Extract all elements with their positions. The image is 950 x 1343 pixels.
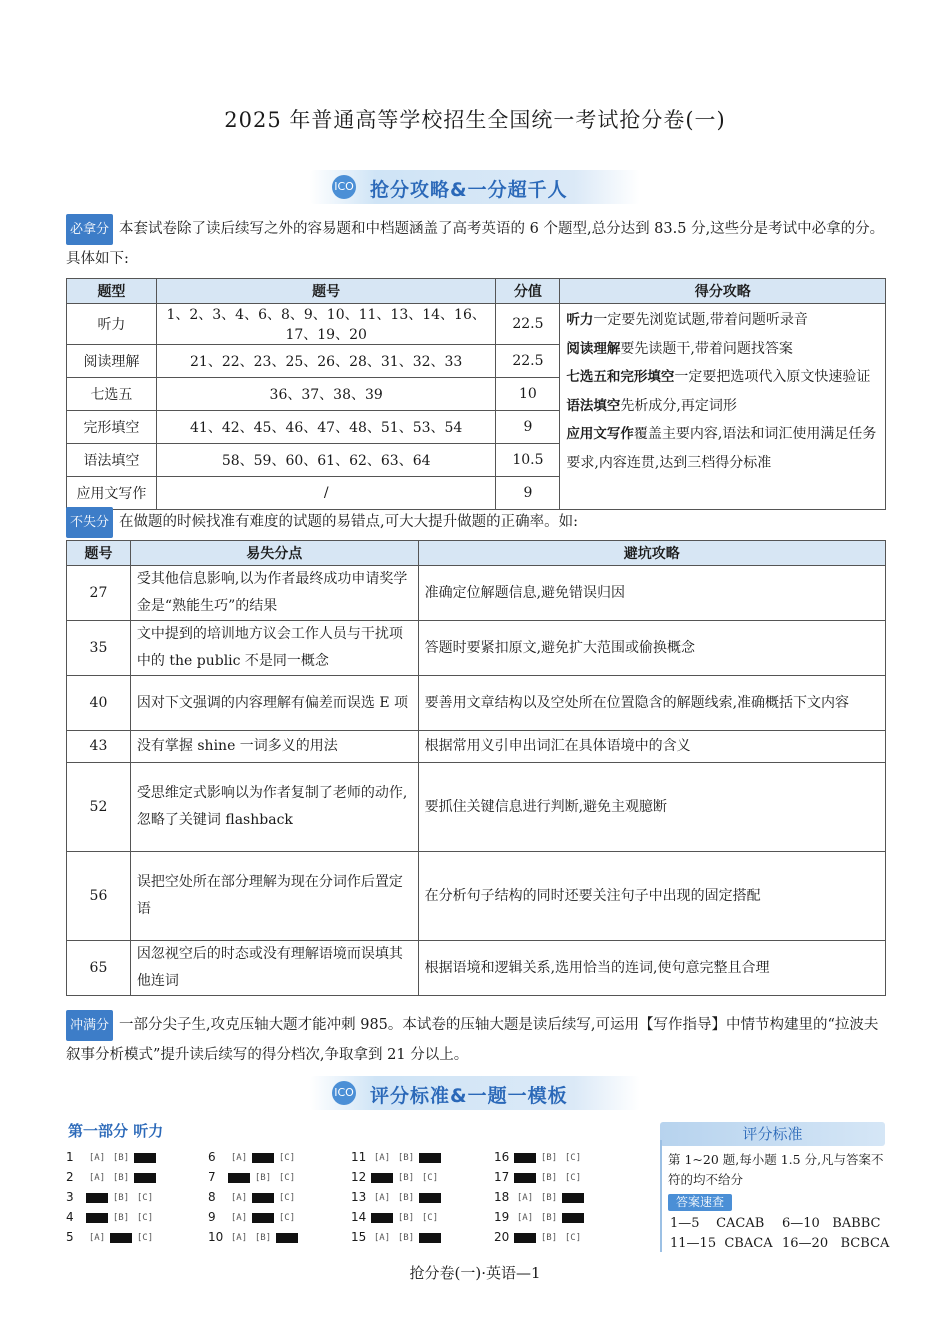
table-row: 65 因忽视空后的时态或没有理解语境而误填其他连词 根据语境和逻辑关系,选用恰当的连词,使句意完整且合理 <box>67 941 886 996</box>
answer-option: [B] <box>112 1213 130 1223</box>
answer-option: [C] <box>278 1173 296 1183</box>
answer-option: [B] <box>397 1173 415 1183</box>
answer-option <box>419 1233 441 1243</box>
answer-option <box>252 1193 274 1203</box>
answer-option: [A] <box>88 1233 106 1243</box>
answer-number: 20 <box>494 1230 510 1244</box>
answer-item <box>208 1190 300 1204</box>
answer-option: [A] <box>230 1153 248 1163</box>
bina-text: 本套试卷除了读后续写之外的容易题和中档题涵盖了高考英语的 6 个题型,总分达到 83.5 分,这些分是考试中必拿的分。具体如下: <box>66 221 885 267</box>
answer-number: 1 <box>66 1150 74 1164</box>
bina-tag: 必拿分 <box>66 214 113 245</box>
answer-number: 9 <box>208 1210 216 1224</box>
answer-number: 7 <box>208 1170 216 1184</box>
table-row: 52 受思维定式影响以为作者复制了老师的动作,忽略了关键词 flashback 要抓住关键信息进行判断,避免主观臆断 <box>67 763 886 852</box>
answer-item <box>208 1210 300 1224</box>
banner-icon: ICO <box>332 1081 356 1105</box>
answer-option: [A] <box>230 1193 248 1203</box>
table-row: 56 误把空处所在部分理解为现在分词作后置定语 在分析句子结构的同时还要关注句子中出现的固定搭配 <box>67 852 886 941</box>
table-header: 题号 <box>67 541 131 566</box>
answer-option <box>252 1213 274 1223</box>
answer-number: 13 <box>351 1190 367 1204</box>
answer-option: [B] <box>540 1193 558 1203</box>
nums-cell: 1、2、3、4、6、8、9、10、11、13、14、16、17、19、20 <box>156 304 496 345</box>
answer-option <box>134 1153 156 1163</box>
table-header: 题号 <box>156 279 496 304</box>
bushi-text: 在做题的时候找准有难度的试题的易错点,可大大提升做题的正确率。如: <box>119 514 579 530</box>
answer-option: [B] <box>540 1233 558 1243</box>
table-row: 完形填空 41、42、45、46、47、48、51、53、54 9 <box>67 411 886 444</box>
answer-option <box>371 1173 393 1183</box>
answer-option <box>276 1233 298 1243</box>
answer-option <box>371 1213 393 1223</box>
page-title: 2025 年普通高等学校招生全国统一考试抢分卷(一) <box>224 108 726 132</box>
score-standard-box <box>650 1122 890 1257</box>
answer-item <box>66 1210 158 1224</box>
answer-number: 14 <box>351 1210 367 1224</box>
banner-icon: ICO <box>332 175 356 199</box>
answer-option: [B] <box>397 1153 415 1163</box>
tips-cell: 听力一定要先浏览试题,带着问题听录音 阅读理解要先读题干,带着问题找答案 七选五和完形填空一定要把选项代入原文快速验证 语法填空先析成分,再定词形 应用文写作覆盖主要内容,语法和词汇使用满足任务要求,内容连贯,达到三档得分标准 <box>560 304 886 510</box>
answer-option: [B] <box>397 1233 415 1243</box>
table-row <box>67 304 886 345</box>
answer-option: [A] <box>516 1213 534 1223</box>
page-footer: 抢分卷(一)·英语—1 <box>409 1264 541 1282</box>
answer-option: [B] <box>254 1173 272 1183</box>
answer-item <box>351 1170 443 1184</box>
answer-item <box>351 1210 443 1224</box>
answer-option: [A] <box>373 1193 391 1203</box>
chongman-tag: 冲满分 <box>66 1010 113 1041</box>
answer-option: [B] <box>540 1213 558 1223</box>
answer-option: [C] <box>278 1193 296 1203</box>
answer-option <box>228 1173 250 1183</box>
score-table <box>66 278 886 510</box>
answer-option: [B] <box>540 1173 558 1183</box>
answer-option: [C] <box>136 1213 154 1223</box>
table-row: 40 因对下文强调的内容理解有偏差而误选 E 项 要善用文章结构以及空处所在位置隐含的解题线索,准确概括下文内容 <box>67 676 886 731</box>
table-header: 题型 <box>67 279 157 304</box>
bushi-tag: 不失分 <box>66 507 113 538</box>
answer-option: [A] <box>230 1233 248 1243</box>
answer-option: [B] <box>112 1173 130 1183</box>
speed-item: 6—10 BABBC <box>782 1216 881 1231</box>
answer-number: 19 <box>494 1210 510 1224</box>
answer-option: [B] <box>112 1153 130 1163</box>
answer-option: [A] <box>230 1213 248 1223</box>
table-header: 分值 <box>496 279 560 304</box>
speed-item: 1—5 CACAB <box>670 1216 765 1231</box>
answer-option: [B] <box>112 1193 130 1203</box>
answer-number: 18 <box>494 1190 510 1204</box>
answer-item <box>351 1150 443 1164</box>
answer-item <box>494 1150 586 1164</box>
banner-strategy-text: 抢分攻略&一分超千人 <box>370 179 568 201</box>
answer-option: [C] <box>564 1173 582 1183</box>
score-cell: 22.5 <box>496 304 560 345</box>
answer-option: [C] <box>278 1153 296 1163</box>
type-cell: 听力 <box>67 304 157 345</box>
answer-number: 2 <box>66 1170 74 1184</box>
answer-item <box>66 1150 158 1164</box>
answer-option: [C] <box>136 1193 154 1203</box>
answer-number: 17 <box>494 1170 510 1184</box>
answer-item <box>494 1190 586 1204</box>
score-head: 评分标准 <box>660 1122 885 1146</box>
answer-option <box>562 1193 584 1203</box>
table-row: 43 没有掌握 shine 一词多义的用法 根据常用义引申出词汇在具体语境中的含义 <box>67 731 886 763</box>
answer-option: [B] <box>397 1213 415 1223</box>
part1-heading: 第一部分 听力 <box>68 1122 164 1140</box>
answer-option <box>86 1193 108 1203</box>
speed-item: 16—20 BCBCA <box>782 1236 890 1251</box>
answer-item <box>494 1170 586 1184</box>
banner-scoring-text: 评分标准&一题一模板 <box>370 1085 568 1107</box>
answer-option: [A] <box>373 1233 391 1243</box>
answer-item <box>351 1190 443 1204</box>
answer-option: [C] <box>421 1173 439 1183</box>
table-header: 避坑攻略 <box>418 541 885 566</box>
answer-number: 12 <box>351 1170 367 1184</box>
answer-option: [B] <box>397 1193 415 1203</box>
answer-item <box>208 1170 300 1184</box>
speed-item: 11—15 CBACA <box>670 1236 773 1251</box>
table-header: 得分攻略 <box>560 279 886 304</box>
answer-option: [A] <box>516 1193 534 1203</box>
answer-item <box>351 1230 443 1244</box>
answer-option <box>134 1173 156 1183</box>
answer-number: 11 <box>351 1150 367 1164</box>
answer-option: [A] <box>88 1153 106 1163</box>
chongman-text: 一部分尖子生,攻克压轴大题才能冲刺 985。本试卷的压轴大题是读后续写,可运用【写作指导】中情节构建里的“拉波夫叙事分析模式”提升读后续写的得分档次,争取拿到 21 分以上。 <box>66 1017 879 1063</box>
answer-number: 5 <box>66 1230 74 1244</box>
answer-number: 3 <box>66 1190 74 1204</box>
divider <box>660 1140 662 1252</box>
answer-option <box>110 1233 132 1243</box>
table-header: 易失分点 <box>130 541 418 566</box>
banner-scoring <box>310 1076 640 1110</box>
answer-item <box>66 1230 158 1244</box>
speed-tag: 答案速查 <box>668 1194 732 1211</box>
table-row: 27 受其他信息影响,以为作者最终成功申请奖学金是“熟能生巧”的结果 准确定位解题信息,避免错误归因 <box>67 566 886 621</box>
table-row: 阅读理解 21、22、23、25、26、28、31、32、33 22.5 <box>67 345 886 378</box>
table-row: 35 文中提到的培训地方议会工作人员与干扰项中的 the public 不是同一概念 答题时要紧扣原文,避免扩大范围或偷换概念 <box>67 621 886 676</box>
answer-item <box>66 1170 158 1184</box>
bina-paragraph <box>66 214 888 274</box>
table-row: 语法填空 58、59、60、61、62、63、64 10.5 <box>67 444 886 477</box>
answer-number: 6 <box>208 1150 216 1164</box>
answer-option <box>562 1213 584 1223</box>
answer-sheet <box>66 1150 626 1255</box>
score-text: 第 1~20 题,每小题 1.5 分,凡与答案不符的均不给分 <box>668 1152 884 1187</box>
answer-option: [B] <box>254 1233 272 1243</box>
answer-option <box>86 1213 108 1223</box>
answer-option <box>419 1153 441 1163</box>
answer-option: [A] <box>88 1173 106 1183</box>
answer-item <box>494 1210 586 1224</box>
answer-option: [C] <box>564 1153 582 1163</box>
answer-option: [B] <box>540 1153 558 1163</box>
table-row: 应用文写作 / 9 <box>67 477 886 510</box>
answer-number: 15 <box>351 1230 367 1244</box>
answer-option <box>514 1233 536 1243</box>
answer-item <box>66 1190 158 1204</box>
answer-option: [C] <box>564 1233 582 1243</box>
answer-number: 8 <box>208 1190 216 1204</box>
answer-option: [C] <box>421 1213 439 1223</box>
answer-option: [C] <box>278 1213 296 1223</box>
answer-option <box>252 1153 274 1163</box>
answer-number: 16 <box>494 1150 510 1164</box>
answer-item <box>208 1230 300 1244</box>
answer-number: 4 <box>66 1210 74 1224</box>
pitfall-table <box>66 540 886 996</box>
answer-option: [C] <box>136 1233 154 1243</box>
answer-number: 10 <box>208 1230 224 1244</box>
answer-option <box>514 1173 536 1183</box>
banner-strategy <box>310 170 640 204</box>
bushi-paragraph <box>66 507 888 538</box>
answer-option: [A] <box>373 1153 391 1163</box>
table-row: 七选五 36、37、38、39 10 <box>67 378 886 411</box>
chongman-paragraph <box>66 1010 888 1070</box>
answer-item <box>208 1150 300 1164</box>
answer-item <box>494 1230 586 1244</box>
answer-option <box>419 1193 441 1203</box>
answer-option <box>514 1153 536 1163</box>
